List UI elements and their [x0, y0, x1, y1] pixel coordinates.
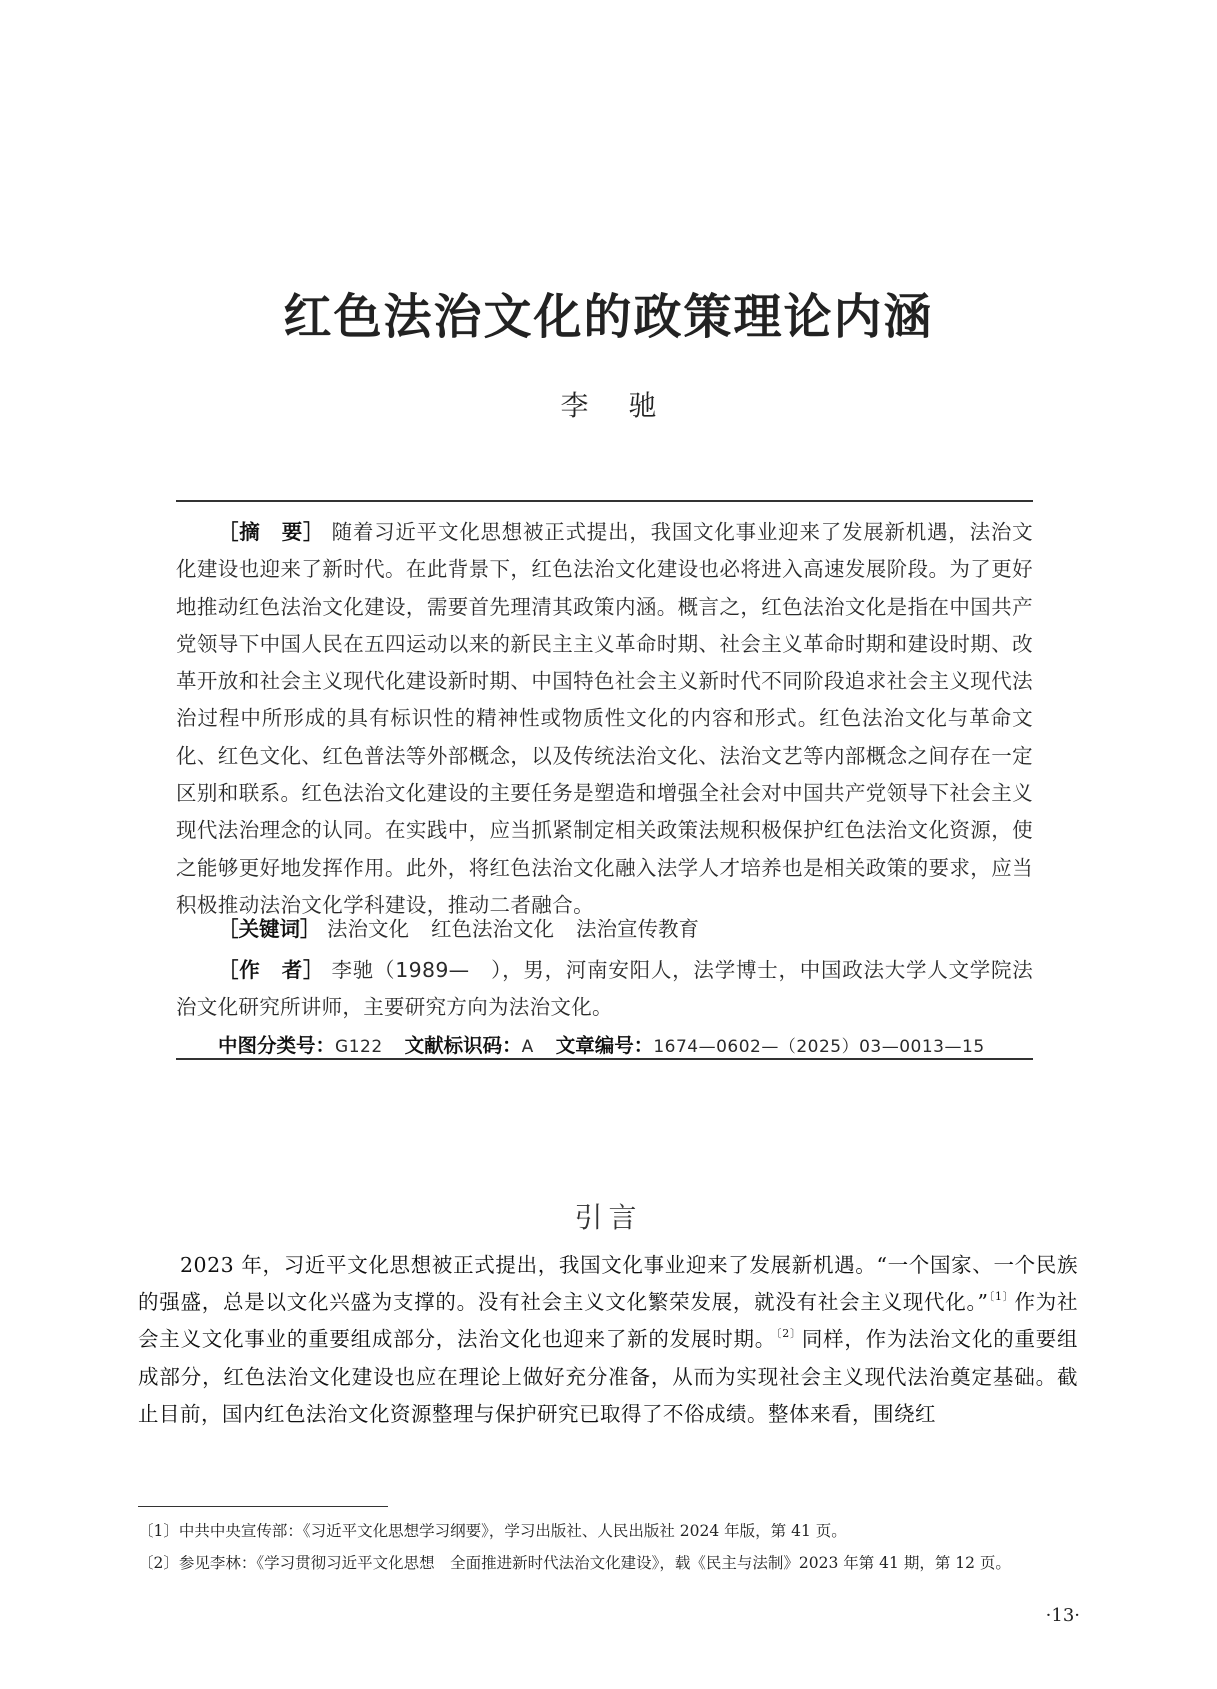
classification-line: [218, 1030, 1007, 1058]
article-title: 红色法治文化的政策理论内涵: [283, 289, 934, 345]
section-heading: 引言: [574, 1201, 643, 1234]
body-text-part: 作为社会主义文化事业的重要组成部分，法治文化也迎来了新的发展时期。: [138, 1290, 1079, 1352]
body-text-part: 2023 年，习近平文化思想被正式提出，我国文化事业迎来了发展新机遇。“一个国家、一个民族的强盛，总是以文化兴盛为支撑的。没有社会主义文化繁荣发展，就没有社会主义现代化。”: [138, 1253, 1078, 1315]
abstract-block: [176, 500, 1033, 1060]
body-paragraph: [138, 1247, 1078, 1433]
keywords: [176, 912, 1033, 942]
abstract: [176, 514, 1033, 924]
author-info-label: ［作 者］: [218, 958, 325, 982]
page-number: ·13·: [1045, 1605, 1080, 1626]
article-number-label: 文章编号：: [555, 1034, 654, 1057]
footnote-divider: [138, 1506, 388, 1507]
footnote-ref[interactable]: 〔1〕: [988, 1290, 1015, 1304]
keywords-label: ［关键词］: [218, 917, 321, 941]
article-number-value: 1674—0602—（2025）03—0013—15: [653, 1037, 985, 1057]
keyword: 法治宣传教育: [576, 917, 700, 941]
doc-code-value: A: [521, 1037, 534, 1057]
footnote: 〔2〕参见李林：《学习贯彻习近平文化思想 全面推进新时代法治文化建设》，载《民主与法制》2023 年第 41 期，第 12 页。: [138, 1554, 1011, 1572]
clc-value: G122: [335, 1037, 383, 1057]
keyword: 红色法治文化: [431, 917, 555, 941]
keyword: 法治文化: [327, 917, 410, 941]
body-text-part: 同样，作为法治文化的重要组成部分，红色法治文化建设也应在理论上做好充分准备，从而为实现社会主义现代法治奠定基础。截止目前，国内红色法治文化资源整理与保护研究已取得了不俗成绩。整体来看，围绕红: [138, 1327, 1079, 1426]
article-author: 李驰: [560, 389, 697, 422]
footnote-ref[interactable]: 〔2〕: [776, 1327, 802, 1341]
abstract-text: 随着习近平文化思想被正式提出，我国文化事业迎来了发展新机遇，法治文化建设也迎来了新时代。在此背景下，红色法治文化建设也必将进入高速发展阶段。为了更好地推动红色法治文化建设，需要首先理清其政策内涵。概言之，红色法治文化是指在中国共产党领导下中国人民在五四运动以来的新民主主义革命时期、社会主义革命时期和建设时期、改革开放和社会主义现代化建设新时期、中国特色社会主义新时代不同阶段追求社会主义现代法治过程中所形成的具有标识性的精神性或物质性文化的内容和形式。红色法治文化与革命文化、红色文化、红色普法等外部概念，以及传统法治文化、法治文艺等内部概念之间存在一定区别和联系。红色法治文化建设的主要任务是塑造和增强全社会对中国共产党领导下社会主义现代法治理念的认同。在实践中，应当抓紧制定相关政策法规积极保护红色法治文化资源，使之能够更好地发挥作用。此外，将红色法治文化融入法学人才培养也是相关政策的要求，应当积极推动法治文化学科建设，推动二者融合。: [176, 520, 1034, 917]
abstract-label: ［摘 要］: [218, 520, 325, 544]
footnote: 〔1〕中共中央宣传部：《习近平文化思想学习纲要》，学习出版社、人民出版社 2024 年版，第 41 页。: [138, 1522, 847, 1540]
doc-code-label: 文献标识码：: [404, 1034, 522, 1057]
author-info: [176, 952, 1033, 1026]
clc-label: 中图分类号：: [218, 1034, 336, 1057]
author-info-text: 李驰（1989— ），男，河南安阳人，法学博士，中国政法大学人文学院法治文化研究所讲师，主要研究方向为法治文化。: [176, 958, 1034, 1019]
